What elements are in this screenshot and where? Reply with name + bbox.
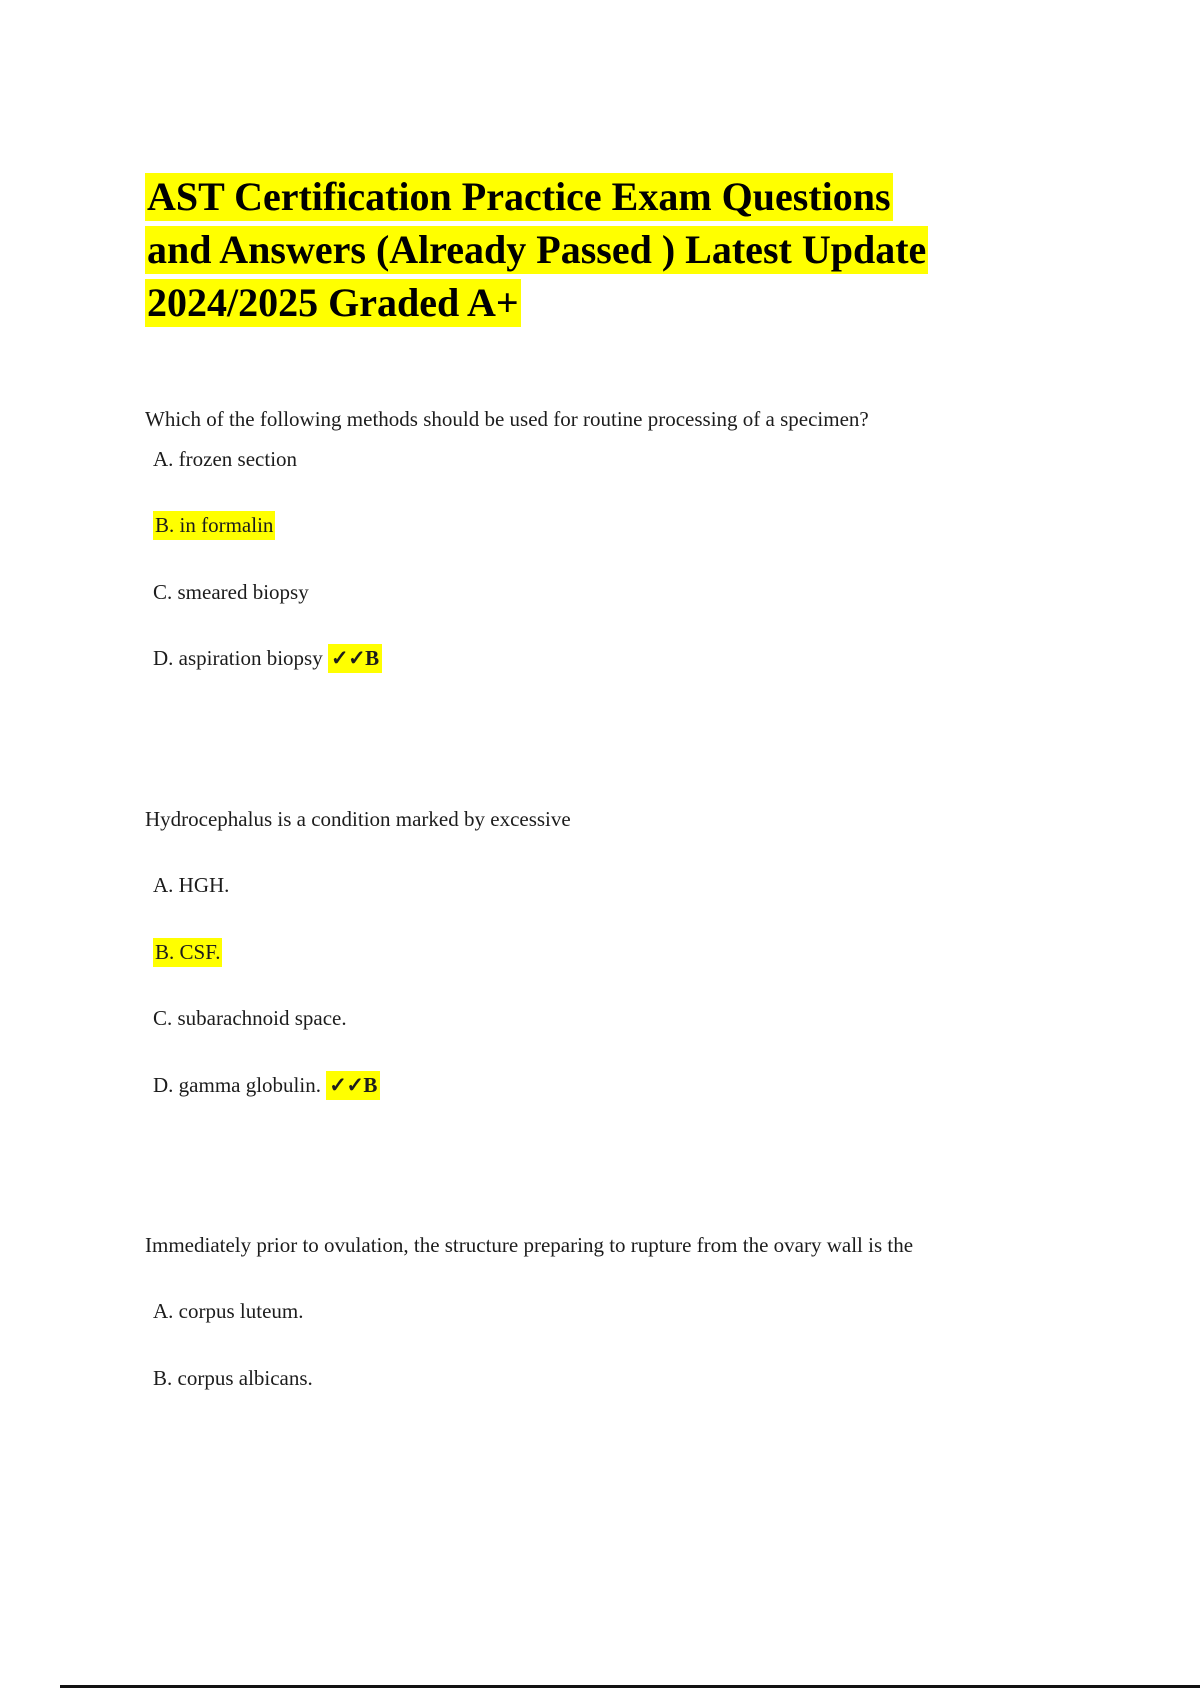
answer-choice-text: B. CSF. [153,938,222,967]
answer-choice-text: A. corpus luteum. [153,1299,304,1324]
correct-answer-mark: ✓✓B [326,1071,380,1100]
answer-choice-text: A. HGH. [153,873,230,898]
answer-choice-text: B. in formalin [153,511,275,540]
answer-choice-text: C. subarachnoid space. [153,1006,347,1031]
title-line-3: 2024/2025 Graded A+ [147,280,519,326]
question-stem: Hydrocephalus is a condition marked by excessive [145,806,571,831]
title-line-2: and Answers (Already Passed ) Latest Update [147,227,927,273]
answer-choice [145,1003,1155,1033]
answer-choice [145,1070,1155,1100]
page-title [145,170,1155,330]
answer-choice-text: B. corpus albicans. [153,1365,313,1390]
correct-answer-mark: ✓✓B [328,644,382,673]
document-content [145,170,1155,1393]
page-footer-rule [60,1685,1200,1688]
question-stem: Which of the following methods should be used for routine processing of a specimen? [145,406,869,431]
answer-choice-text: D. aspiration biopsy [153,646,323,671]
answer-choice-text: A. frozen section [153,447,298,471]
title-line-1: AST Certification Practice Exam Questions [147,174,891,219]
answer-choice [145,643,1155,673]
section-gap [145,1100,1155,1158]
answer-choice [145,444,1155,474]
answer-choice [145,577,1155,607]
answer-choice [145,870,1155,900]
answer-choice [145,937,1155,967]
answer-choice [145,1363,1155,1393]
answer-choice [145,510,1155,540]
section-gap [145,674,1155,732]
question-stem: Immediately prior to ovulation, the structure preparing to rupture from the ovary wall is the [145,1232,914,1257]
answer-choice-text: C. smeared biopsy [153,579,309,604]
answer-choice-text: D. gamma globulin. [153,1072,321,1097]
answer-choice [145,1296,1155,1326]
